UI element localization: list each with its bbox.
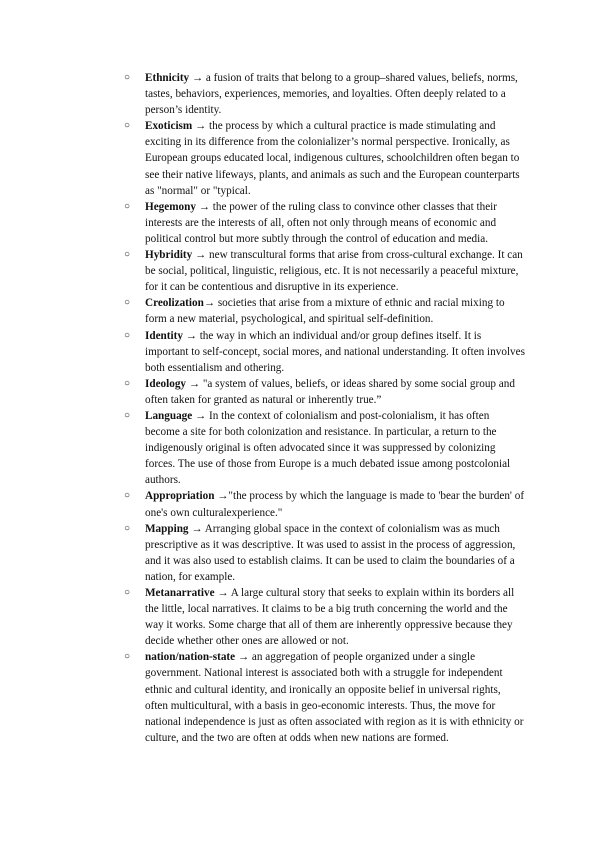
glossary-term: Appropriation	[145, 490, 215, 503]
glossary-term: Creolization	[145, 297, 204, 310]
glossary-list	[0, 70, 600, 746]
bullet-icon: ○	[124, 72, 131, 83]
glossary-term: Mapping	[145, 522, 189, 535]
glossary-entry-metanarrative	[0, 585, 525, 649]
arrow-separator: →	[195, 200, 213, 213]
arrow-separator: →	[192, 409, 210, 422]
arrow-separator: →	[214, 587, 231, 599]
glossary-definition: a fusion of traits that belong to a group–shared values, beliefs, norms, tastes, behaviors, experiences, memories, and loyalties. Often deeply related to a person’s identity.	[145, 72, 518, 117]
glossary-definition: the process by which a cultural practice is made stimulating and exciting in its difference from the colonializer’s normal perspective. Ironically, as European groups educated local, indigenous cultures, schoolchildren often began to see their native lifeways, plants, and animals as such and the European counterparts as "normal" or "typical.	[145, 120, 520, 197]
glossary-term: Hegemony	[145, 200, 196, 213]
bullet-icon: ○	[124, 651, 131, 663]
glossary-definition: societies that arise from a mixture of ethnic and racial mixing to form a new material, psychological, and spiritual self-definition.	[145, 297, 505, 326]
glossary-definition: Arranging global space in the context of colonialism was as much prescriptive as it was descriptive. It was used to assist in the process of aggression, and it was also used to establish claims. It can be used to claim the boundaries of a nation, for example.	[145, 522, 516, 583]
bullet-icon: ○	[124, 120, 131, 132]
glossary-entry-nation-state	[0, 649, 525, 746]
arrow-separator: →	[192, 249, 210, 262]
glossary-definition: the power of the ruling class to convince other classes that their interests are the interests of all, often not only through means of economic and political control but more subtly through the control of education and media.	[145, 200, 498, 245]
bullet-icon: ○	[124, 522, 131, 534]
arrow-separator: →	[188, 522, 205, 535]
glossary-term: Language	[145, 409, 193, 422]
glossary-term: Metanarrative	[145, 587, 215, 599]
glossary-term: Ideology	[145, 377, 187, 390]
glossary-definition: A large cultural story that seeks to explain within its borders all the little, local narratives. It claims to be a big truth concerning the world and the way it works. Some charge that all of them are inherently oppressive because they decide whether other ones are allowed or not.	[145, 587, 515, 648]
bullet-icon: ○	[124, 490, 131, 502]
arrow-separator: →	[203, 297, 218, 310]
glossary-term: Exoticism	[145, 120, 193, 133]
glossary-definition: an aggregation of people organized under a single government. National interest is associated both with a struggle for independent ethnic and cultural identity, and ironically an opposite belief in universal rights, often multicultural, with a basis in geo-economic interests. Thus, the move for national independence is just as often associated with region as it is with ethnicity or culture, and the two are often at odds when new nations are formed.	[145, 651, 524, 744]
bullet-icon: ○	[124, 297, 131, 309]
bullet-icon: ○	[124, 249, 131, 261]
glossary-entry-hegemony	[0, 199, 525, 247]
arrow-separator: →	[182, 329, 200, 342]
glossary-definition: the way in which an individual and/or group defines itself. It is important to self-concept, social mores, and national understanding. It often involves both essentialism and othering.	[145, 329, 525, 374]
glossary-entry-ethnicity	[0, 70, 525, 118]
glossary-entry-identity	[0, 328, 525, 376]
bullet-icon: ○	[124, 329, 131, 341]
bullet-icon: ○	[124, 200, 131, 212]
glossary-term: Hybridity	[145, 249, 193, 262]
arrow-separator: →	[214, 490, 229, 503]
bullet-icon: ○	[124, 409, 131, 421]
glossary-term: nation/nation-state	[145, 651, 236, 664]
glossary-definition: "the process by which the language is made to 'bear the burden' of one's own culturalexperience."	[145, 490, 525, 519]
arrow-separator: →	[189, 72, 206, 84]
bullet-icon: ○	[124, 587, 131, 598]
glossary-term: Ethnicity	[145, 72, 190, 84]
arrow-separator: →	[235, 651, 252, 664]
glossary-entry-mapping	[0, 521, 525, 585]
glossary-term: Identity	[145, 329, 183, 342]
glossary-definition: In the context of colonialism and post-colonialism, it has often become a site for both colonization and resistance. In particular, a return to the indigenously original is often advocated since it was suppressed by colonizing forces. The use of those from Europe is a much debated issue among postcolonial authors.	[145, 409, 511, 487]
arrow-separator: →	[186, 377, 203, 390]
glossary-entry-hybridity	[0, 247, 525, 295]
glossary-entry-exoticism	[0, 118, 525, 198]
glossary-definition: "a system of values, beliefs, or ideas shared by some social group and often taken for granted as natural or inherently true.”	[145, 377, 515, 406]
glossary-entry-language	[0, 408, 525, 488]
glossary-entry-creolization	[0, 295, 525, 327]
glossary-entry-ideology	[0, 376, 525, 408]
bullet-icon: ○	[124, 377, 131, 389]
arrow-separator: →	[192, 120, 210, 133]
glossary-entry-appropriation	[0, 488, 525, 520]
glossary-definition: new transcultural forms that arise from cross-cultural exchange. It can be social, political, linguistic, religious, etc. It is not necessarily a peaceful mixture, for it can be contentious and disruptive in its experience.	[145, 249, 523, 294]
